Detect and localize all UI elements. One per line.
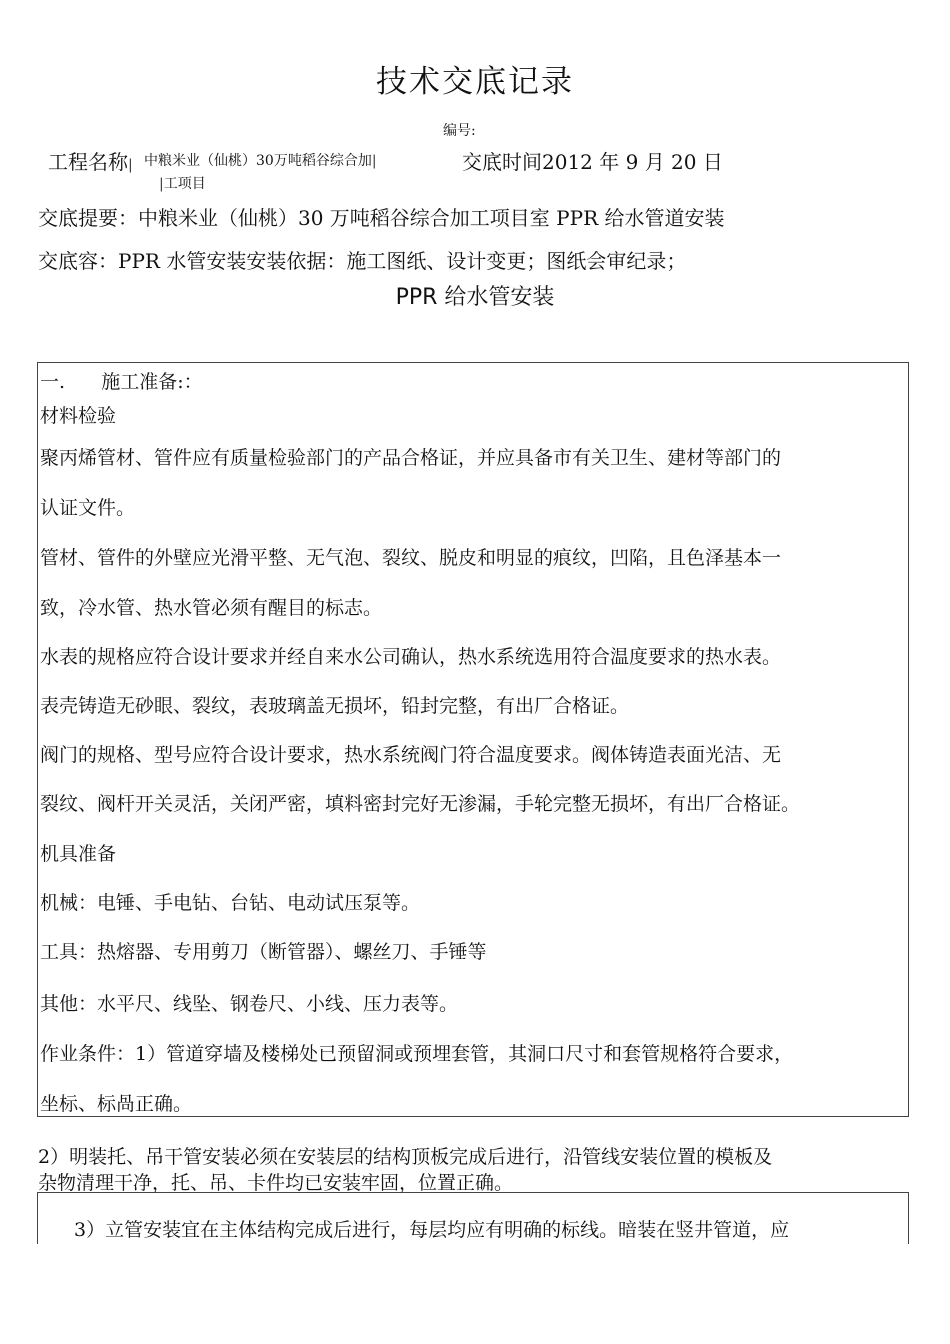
handover-time — [462, 146, 723, 175]
box-line: 一. 施工准备:： — [40, 371, 203, 393]
box-line: 表壳铸造无砂眼、裂纹，表玻璃盖无损坏，铅封完整，有出厂合格证。 — [40, 695, 630, 717]
free-text-line: 杂物清理干净，托、吊、卡件均已安装牢固，位置正确。 — [38, 1172, 514, 1194]
section-heading: PPR 给水管安装 — [395, 285, 555, 310]
free-text-line: 2）明装托、吊干管安装必须在安装层的结构顶板完成后进行，沿管线安装位置的模板及 — [38, 1146, 773, 1168]
box-line: 机械：电锤、手电钻、台钻、电动试压泵等。 — [40, 892, 421, 914]
project-name-value-line2-text: 工项目 — [163, 176, 206, 192]
field-divider: | — [159, 176, 164, 192]
continuation-box — [37, 1192, 909, 1244]
project-name-label-text: 工程名称 — [48, 150, 128, 174]
handover-content: 交底容：PPR 水管安装安装依据：施工图纸、设计变更；图纸会审纪录； — [38, 249, 687, 273]
field-divider: | — [128, 157, 133, 173]
box-line: 认证文件。 — [40, 497, 136, 519]
box-line: 阀门的规格、型号应符合设计要求，热水系统阀门符合温度要求。阀体铸造表面光洁、无 — [40, 744, 782, 766]
project-name-value-line1: 中粮米业（仙桃）30万吨稻谷综合加 — [144, 153, 372, 169]
project-name-label — [48, 146, 133, 175]
number-label: 编号: — [443, 123, 476, 139]
box-line: 水表的规格应符合设计要求并经自来水公司确认，热水系统选用符合温度要求的热水表。 — [40, 646, 782, 668]
box-line: 作业条件：1）管道穿墙及楼梯处已预留洞或预埋套管，其洞口尺寸和套管规格符合要求， — [40, 1043, 794, 1065]
box-line: 3）立管安装宜在主体结构完成后进行，每层均应有明确的标线。暗装在竖井管道，应 — [74, 1219, 790, 1241]
project-name-value — [144, 150, 377, 170]
content-table-box — [37, 362, 909, 1117]
box-line: 管材、管件的外壁应光滑平整、无气泡、裂纹、脱皮和明显的痕纹，凹陷，且色泽基本一 — [40, 547, 782, 569]
box-line: 机具准备 — [40, 843, 117, 865]
box-line: 工具：热熔器、专用剪刀（断管器）、螺丝刀、手锤等 — [40, 941, 487, 963]
box-line: 坐标、标咼正确。 — [40, 1093, 193, 1115]
box-line: 致，冷水管、热水管必须有醒目的标志。 — [40, 597, 383, 619]
handover-time-value: 2012 年 9 月 20 日 — [542, 150, 723, 174]
box-line: 材料检验 — [40, 405, 117, 427]
box-line: 聚丙烯管材、管件应有质量检验部门的产品合格证，并应具备市有关卫生、建材等部门的 — [40, 447, 782, 469]
box-line: 裂纹、阀杆开关灵活，关闭严密，填料密封完好无渗漏，手轮完整无损坏，有出厂合格证。 — [40, 793, 801, 815]
handover-time-label: 交底时间 — [462, 150, 542, 174]
handover-summary: 交底提要：中粮米业（仙桃）30 万吨稻谷综合加工项目室 PPR 给水管道安装 — [38, 206, 725, 230]
field-divider: | — [371, 153, 377, 169]
project-name-value-line2 — [159, 173, 206, 193]
box-line: 其他：水平尺、线坠、钢卷尺、小线、压力表等。 — [40, 993, 459, 1015]
document-title: 技术交底记录 — [376, 64, 574, 100]
